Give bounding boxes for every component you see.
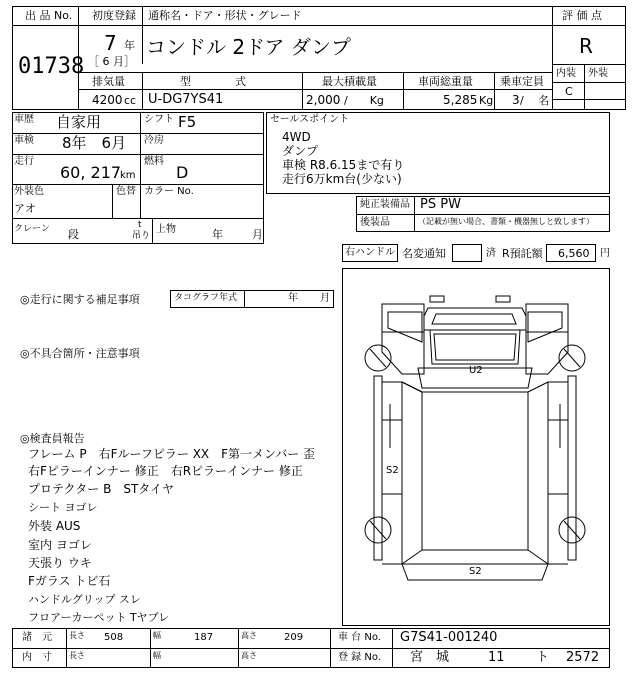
divider bbox=[112, 184, 113, 218]
divider bbox=[12, 154, 264, 155]
inspector-line: Fガラス トビ石 bbox=[28, 574, 111, 588]
divider bbox=[12, 648, 610, 649]
divider bbox=[78, 25, 552, 26]
divider bbox=[12, 218, 264, 219]
supplement-title: ◎走行に関する補足事項 bbox=[20, 293, 140, 306]
crane-lift: 吊り bbox=[132, 231, 151, 241]
reg-class: 11 bbox=[488, 650, 505, 665]
divider bbox=[140, 184, 141, 218]
mileage-value: 60, 217 bbox=[60, 163, 122, 182]
interior-score: C bbox=[565, 85, 573, 98]
lot-label: 出 品 No. bbox=[25, 9, 73, 22]
divider bbox=[142, 6, 143, 64]
divider bbox=[552, 82, 626, 83]
divider bbox=[414, 196, 415, 232]
gross-weight-unit: Kg bbox=[479, 94, 494, 107]
sales-point: ダンプ bbox=[282, 144, 319, 158]
crane-stage: 段 bbox=[68, 228, 79, 241]
divider bbox=[78, 72, 552, 73]
in-length-label: 長さ bbox=[69, 651, 85, 660]
first-reg-month: ［ 6 月］ bbox=[88, 55, 135, 68]
name-change-label: 名変通知 bbox=[402, 247, 446, 260]
score-value: R bbox=[579, 34, 593, 58]
divider bbox=[302, 72, 303, 110]
crane-t: t bbox=[138, 220, 142, 230]
inspector-line: プロテクター B STタイヤ bbox=[28, 482, 175, 496]
height-value: 209 bbox=[284, 632, 304, 643]
max-load-unit: / Kg bbox=[344, 94, 384, 107]
history-label: 車歴 bbox=[14, 114, 34, 125]
divider bbox=[552, 6, 553, 110]
inspector-title: ◎検査員報告 bbox=[20, 432, 85, 445]
inspector-line: 天張り ウキ bbox=[28, 556, 92, 570]
chassis-label: 車 台 No. bbox=[338, 632, 381, 643]
length-value: 508 bbox=[104, 632, 124, 643]
tachograph-label: タコグラフ年式 bbox=[174, 293, 238, 303]
exterior-label: 外装 bbox=[588, 68, 608, 79]
inspector-line: フロアーカーペット Tヤブレ bbox=[28, 611, 170, 624]
gross-weight-label: 車両総重量 bbox=[418, 75, 473, 88]
shift-value: F5 bbox=[178, 113, 197, 131]
fuel-value: D bbox=[176, 163, 189, 182]
color-no-label: カラー No. bbox=[144, 186, 194, 197]
dim-label: 諸 元 bbox=[22, 632, 52, 643]
reg-kana: ト bbox=[536, 650, 550, 665]
inspector-line: 室内 ヨゴレ bbox=[28, 538, 92, 552]
ac-label: 冷房 bbox=[144, 135, 164, 146]
mileage-unit: km bbox=[120, 170, 136, 181]
exterior-color-label: 外装色 bbox=[14, 186, 44, 197]
divider bbox=[584, 64, 585, 110]
aftermarket-note: （記載が無い場合、書類・機器無しと致します） bbox=[418, 217, 594, 226]
model-code-label: 型 式 bbox=[180, 75, 246, 88]
divider bbox=[552, 99, 626, 100]
reg-number: 2572 bbox=[566, 650, 600, 665]
divider bbox=[140, 112, 141, 184]
damage-mark: U2 bbox=[469, 365, 483, 376]
mileage-label: 走行 bbox=[14, 156, 34, 167]
sales-point: 走行6万km台(少ない) bbox=[282, 172, 402, 186]
upper-year: 年 bbox=[212, 228, 223, 241]
capacity-label: 乗車定員 bbox=[500, 75, 544, 88]
inspection-value: 8年 6月 bbox=[62, 134, 127, 152]
model-code: U-DG7YS41 bbox=[148, 92, 224, 107]
crane-label: クレーン bbox=[14, 224, 50, 234]
divider bbox=[66, 628, 67, 668]
score-label: 評 価 点 bbox=[562, 9, 602, 22]
interior-dim-label: 内 寸 bbox=[22, 652, 52, 663]
sales-point: 車検 R8.6.15まで有り bbox=[282, 158, 405, 172]
defects-title: ◎不具合箇所・注意事項 bbox=[20, 347, 140, 360]
model-title: コンドル 2ドア ダンプ bbox=[146, 35, 352, 59]
displacement-label: 排気量 bbox=[92, 75, 125, 88]
divider bbox=[392, 628, 393, 668]
inspector-line: ハンドルグリップ スレ bbox=[28, 593, 141, 606]
inspection-label: 車検 bbox=[14, 135, 34, 146]
gross-weight: 5,285 bbox=[443, 93, 478, 107]
in-height-label: 高さ bbox=[241, 651, 257, 660]
fuel-label: 燃料 bbox=[144, 156, 164, 167]
divider bbox=[552, 64, 626, 65]
color-change-label: 色替 bbox=[116, 186, 136, 197]
width-value: 187 bbox=[194, 632, 214, 643]
deposit-value: 6,560 bbox=[558, 247, 590, 260]
divider bbox=[552, 25, 626, 26]
capacity-unit: / 名 bbox=[520, 94, 550, 107]
divider bbox=[330, 628, 331, 668]
divider bbox=[12, 25, 78, 26]
divider bbox=[142, 72, 143, 110]
deposit-label: R預託額 bbox=[502, 247, 543, 260]
divider bbox=[12, 133, 264, 134]
inspector-line: シート ヨゴレ bbox=[28, 501, 98, 514]
capacity: 3 bbox=[512, 93, 520, 107]
genuine-label: 純正装備品 bbox=[360, 199, 410, 210]
damage-mark: S2 bbox=[469, 566, 482, 577]
tacho-year: 年 bbox=[288, 293, 298, 304]
in-width-label: 幅 bbox=[153, 651, 161, 660]
exterior-color-value: アオ bbox=[14, 202, 36, 215]
first-reg-label: 初度登録 bbox=[92, 9, 136, 22]
sales-label: セールスポイント bbox=[270, 114, 350, 125]
aftermarket-label: 後装品 bbox=[360, 217, 390, 228]
model-title-label: 通称名・ドア・形状・グレード bbox=[148, 9, 302, 22]
divider bbox=[356, 214, 610, 215]
right-handle: 右ハンドル bbox=[345, 247, 395, 258]
length-label: 長さ bbox=[69, 631, 85, 640]
reg-label: 登 録 No. bbox=[338, 652, 381, 663]
deposit-mark: 済 bbox=[486, 248, 496, 259]
displacement-value: 4200 bbox=[92, 93, 123, 107]
divider bbox=[12, 184, 264, 185]
width-label: 幅 bbox=[153, 631, 161, 640]
divider bbox=[150, 628, 151, 668]
max-load-label: 最大積載量 bbox=[322, 75, 377, 88]
divider bbox=[403, 72, 404, 110]
inspector-line: 外装 AUS bbox=[28, 519, 81, 533]
reg-prefecture: 宮 城 bbox=[410, 650, 450, 665]
upper-month: 月 bbox=[252, 228, 263, 241]
height-label: 高さ bbox=[241, 631, 257, 640]
lot-number: 01738 bbox=[18, 54, 85, 79]
damage-mark: S2 bbox=[386, 465, 399, 476]
year-unit: 年 bbox=[124, 39, 135, 52]
divider bbox=[238, 628, 239, 668]
shift-label: シフト bbox=[144, 114, 174, 125]
inspector-line: フレーム P 右Fルーフピラー XX F第一メンバー 歪 bbox=[28, 447, 316, 461]
deposit-unit: 円 bbox=[600, 248, 610, 259]
divider bbox=[78, 89, 552, 90]
genuine-value: PS PW bbox=[420, 197, 461, 212]
divider bbox=[152, 218, 153, 244]
divider bbox=[494, 72, 495, 110]
sales-point: 4WD bbox=[282, 130, 311, 144]
interior-label: 内装 bbox=[556, 68, 576, 79]
divider bbox=[244, 290, 245, 308]
tacho-month: 月 bbox=[320, 293, 330, 304]
first-reg-year: 7 bbox=[104, 31, 117, 55]
upper-label: 上物 bbox=[156, 224, 176, 235]
displacement-unit: cc bbox=[124, 94, 137, 107]
inspector-line: 右Fピラーインナー 修正 右Rピラーインナー 修正 bbox=[28, 464, 303, 478]
max-load: 2,000 bbox=[306, 93, 341, 107]
chassis-value: G7S41-001240 bbox=[400, 630, 498, 645]
name-change-box bbox=[452, 244, 482, 262]
history-value: 自家用 bbox=[56, 113, 102, 131]
